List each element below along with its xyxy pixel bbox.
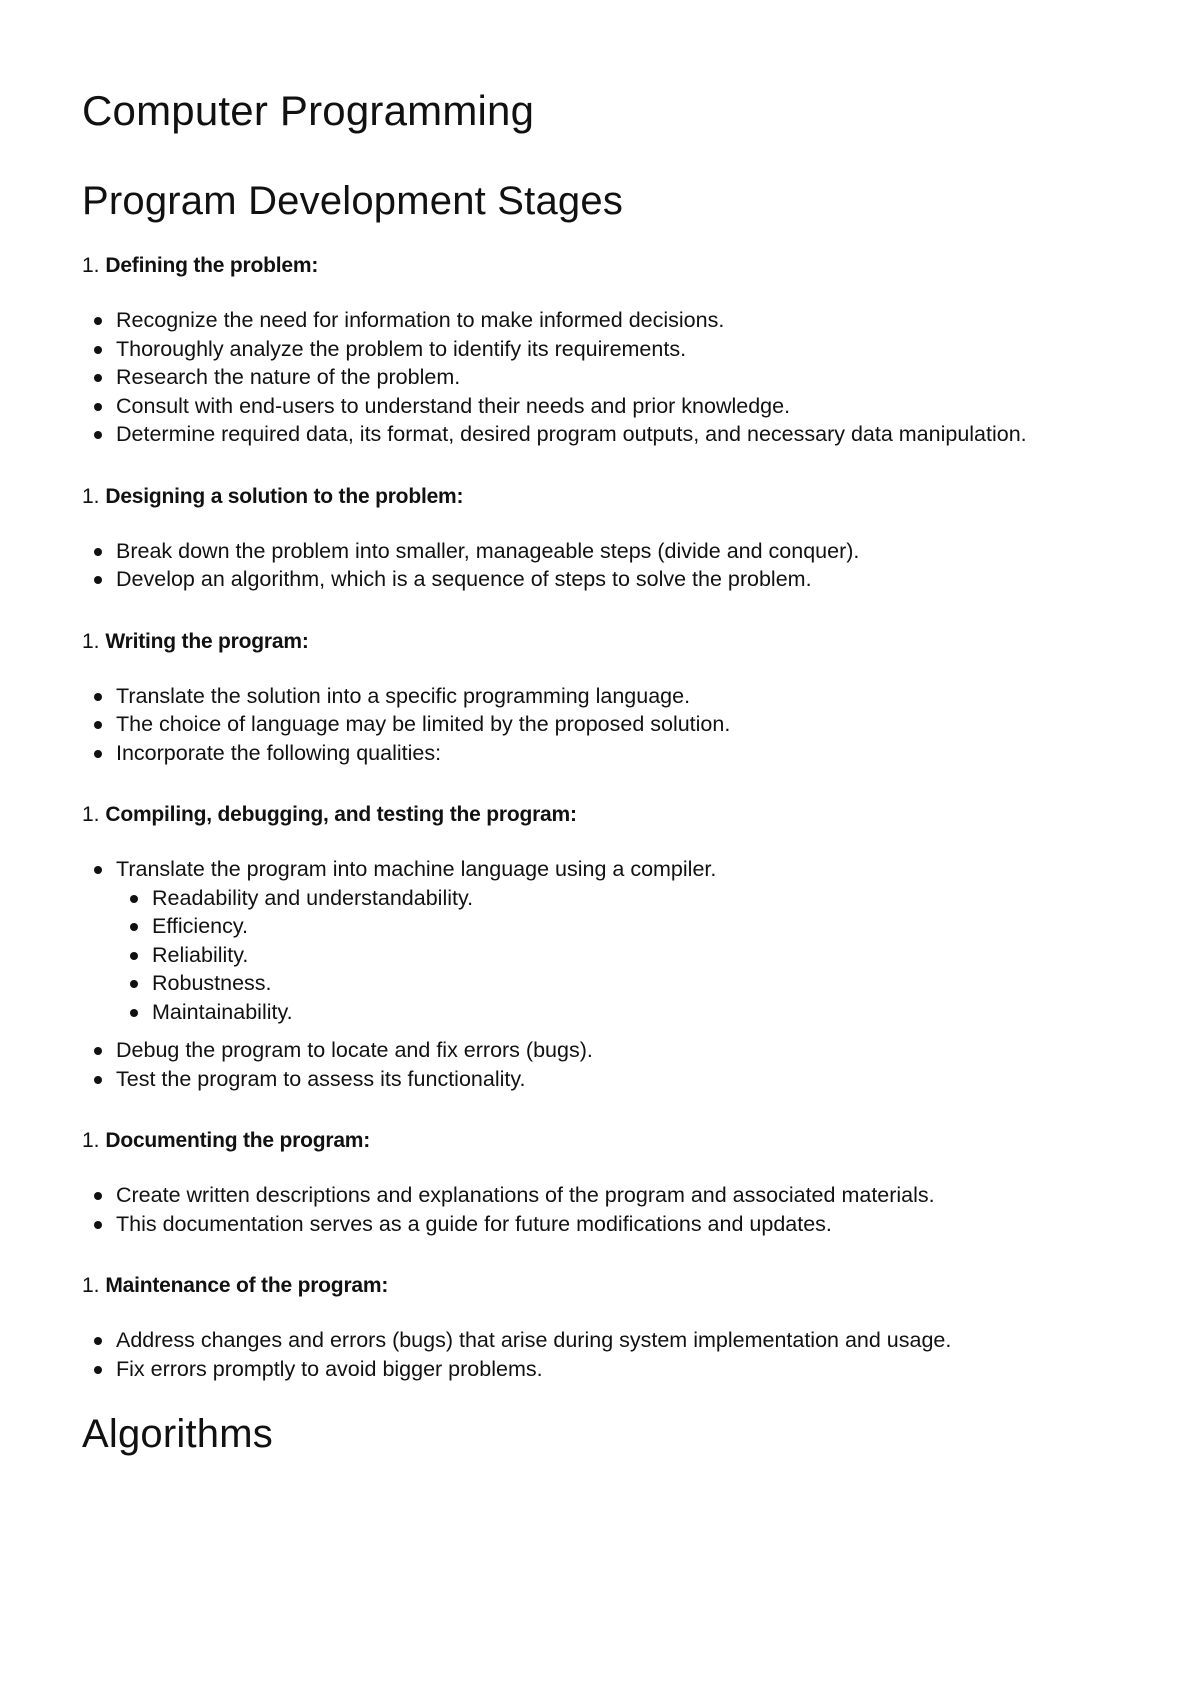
stage-items-continued	[82, 1036, 1142, 1093]
stage-items	[82, 855, 1142, 884]
stage-heading	[82, 1272, 1142, 1300]
stage-heading	[82, 1127, 1142, 1155]
stage-title: Maintenance of the program:	[105, 1274, 389, 1297]
list-item: Create written descriptions and explanations of the program and associated materials.	[82, 1181, 1142, 1210]
stage-title: Writing the program:	[105, 629, 309, 653]
stage-heading	[82, 628, 1142, 656]
list-item: Translate the solution into a specific programming language.	[82, 682, 1142, 711]
stage-number: 1.	[82, 1129, 100, 1152]
section-title: Program Development Stages	[82, 179, 624, 223]
stage-compiling	[82, 801, 1142, 1093]
stage-title: Compiling, debugging, and testing the program:	[105, 803, 577, 826]
list-item: Thoroughly analyze the problem to identify its requirements.	[82, 335, 1142, 364]
list-item	[82, 855, 1142, 884]
list-item: Develop an algorithm, which is a sequence of steps to solve the problem.	[82, 565, 1142, 594]
stage-number: 1.	[82, 1274, 100, 1297]
sub-list-item: Efficiency.	[116, 912, 1142, 941]
list-item: Fix errors promptly to avoid bigger problems.	[82, 1355, 1142, 1384]
stage-items	[82, 537, 1142, 594]
list-item: Debug the program to locate and fix errors (bugs).	[82, 1036, 1142, 1065]
stage-number: 1.	[82, 254, 100, 277]
sub-list-item: Maintainability.	[116, 998, 1142, 1027]
stage-maintenance	[82, 1272, 1142, 1383]
stage-items	[82, 306, 1142, 449]
stage-defining	[82, 252, 1142, 449]
list-item: Address changes and errors (bugs) that arise during system implementation and usage.	[82, 1326, 1142, 1355]
stage-number: 1.	[82, 629, 100, 653]
stage-number: 1.	[82, 484, 100, 508]
sub-list	[82, 884, 1142, 1027]
list-item: Research the nature of the problem.	[82, 363, 1142, 392]
sub-list-item: Readability and understandability.	[116, 884, 1142, 913]
list-item: Recognize the need for information to make informed decisions.	[82, 306, 1142, 335]
next-section-title: Algorithms	[82, 1412, 273, 1456]
list-item: Test the program to assess its functionality.	[82, 1065, 1142, 1094]
document-body	[82, 178, 1142, 1457]
document-title: Computer Programming	[82, 87, 535, 134]
stage-title: Documenting the program:	[105, 1129, 371, 1152]
stage-designing	[82, 483, 1142, 594]
list-item-text: Translate the program into machine language using a compiler.	[116, 857, 717, 881]
stage-number: 1.	[82, 803, 100, 826]
stage-heading	[82, 483, 1142, 511]
stage-title: Defining the problem:	[105, 254, 319, 277]
list-item: The choice of language may be limited by the proposed solution.	[82, 710, 1142, 739]
stage-documenting	[82, 1127, 1142, 1238]
stage-items	[82, 1326, 1142, 1383]
list-item: Determine required data, its format, desired program outputs, and necessary data manipulation.	[82, 420, 1142, 449]
stage-items	[82, 682, 1142, 768]
sub-list-item: Robustness.	[116, 969, 1142, 998]
stage-title: Designing a solution to the problem:	[105, 484, 464, 508]
stage-heading	[82, 252, 1142, 280]
list-item: Break down the problem into smaller, manageable steps (divide and conquer).	[82, 537, 1142, 566]
stage-items	[82, 1181, 1142, 1238]
sub-list-item: Reliability.	[116, 941, 1142, 970]
stage-heading	[82, 801, 1142, 829]
list-item: Incorporate the following qualities:	[82, 739, 1142, 768]
list-item: Consult with end-users to understand their needs and prior knowledge.	[82, 392, 1142, 421]
stage-writing	[82, 628, 1142, 768]
list-item: This documentation serves as a guide for future modifications and updates.	[82, 1210, 1142, 1239]
